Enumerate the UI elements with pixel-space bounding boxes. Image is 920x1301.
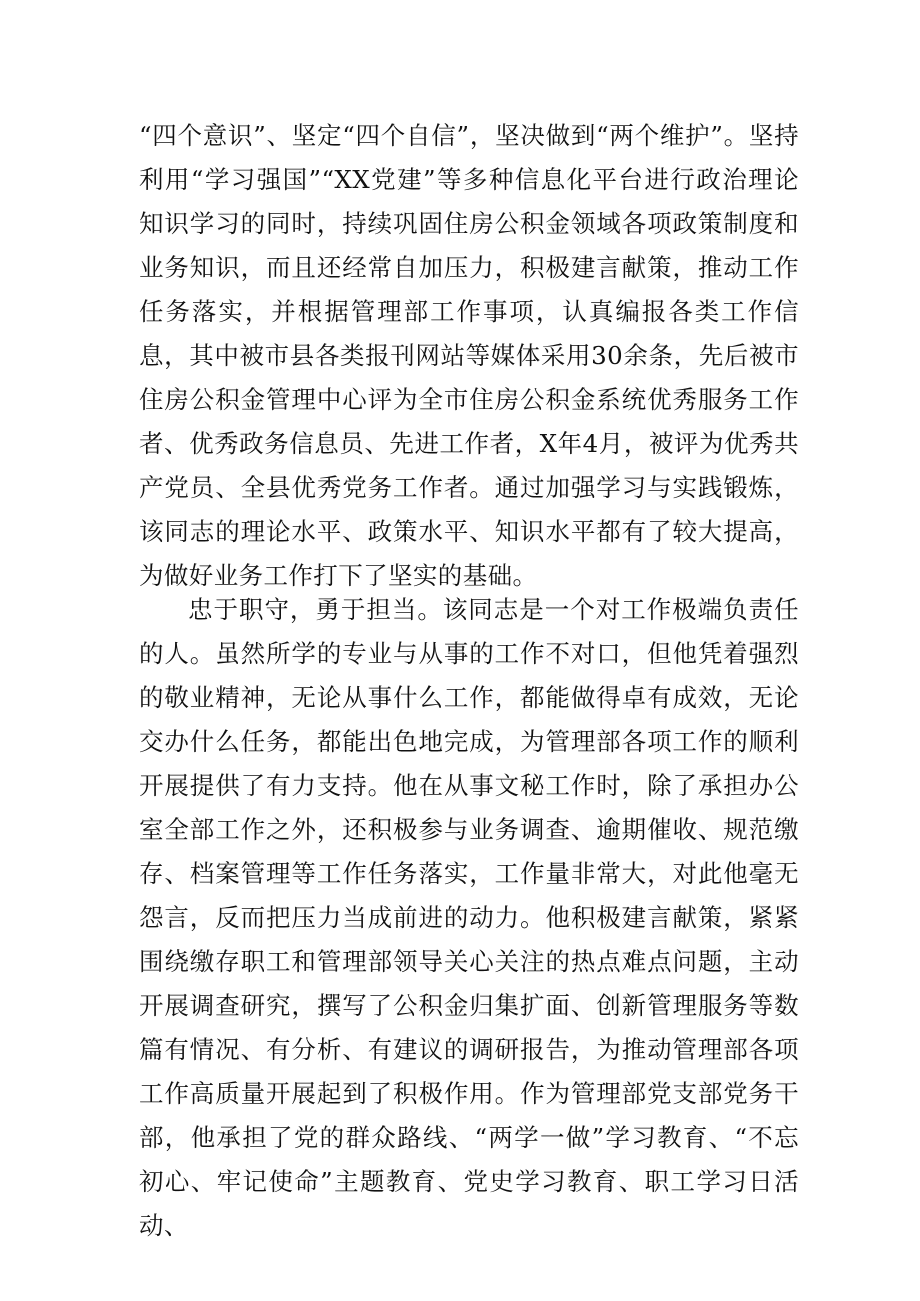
body-paragraph-2: 忠于职守，勇于担当。该同志是一个对工作极端负责任的人。虽然所学的专业与从事的工作不对口，但他凭着强烈的敬业精神，无论从事什么工作，都能做得卓有成效，无论交办什么任务，都能出色地完成，为管理部各项工作的顺利开展提供了有力支持。他在从事文秘工作时，除了承担办公室全部工作之外，还积极参与业务调查、逾期催收、规范缴存、档案管理等工作任务落实，工作量非常大，对此他毫无怨言，反而把压力当成前进的动力。他积极建言献策，紧紧围绕缴存职工和管理部领导关心关注的热点难点问题，主动开展调查研究，撰写了公积金归集扩面、创新管理服务等数篇有情况、有分析、有建议的调研报告，为推动管理部各项工作高质量开展起到了积极作用。作为管理部党支部党务干部，他承担了党的群众路线、“两学一做”学习教育、“不忘初心、牢记使命”主题教育、党史学习教育、职工学习日活动、 — [139, 595, 799, 1240]
body-paragraph-1: “四个意识”、坚定“四个自信”，坚决做到“两个维护”。坚持利用“学习强国”“XX党建”等多种信息化平台进行政治理论知识学习的同时，持续巩固住房公积金领域各项政策制度和业务知识，而且还经常自加压力，积极建言献策，推动工作任务落实，并根据管理部工作事项，认真编报各类工作信息，其中被市县各类报刊网站等媒体采用30余条，先后被市住房公积金管理中心评为全市住房公积金系统优秀服务工作者、优秀政务信息员、先进工作者，X年4月，被评为优秀共产党员、全县优秀党务工作者。通过加强学习与实践锻炼，该同志的理论水平、政策水平、知识水平都有了较大提高，为做好业务工作打下了坚实的基础。 — [139, 121, 799, 590]
